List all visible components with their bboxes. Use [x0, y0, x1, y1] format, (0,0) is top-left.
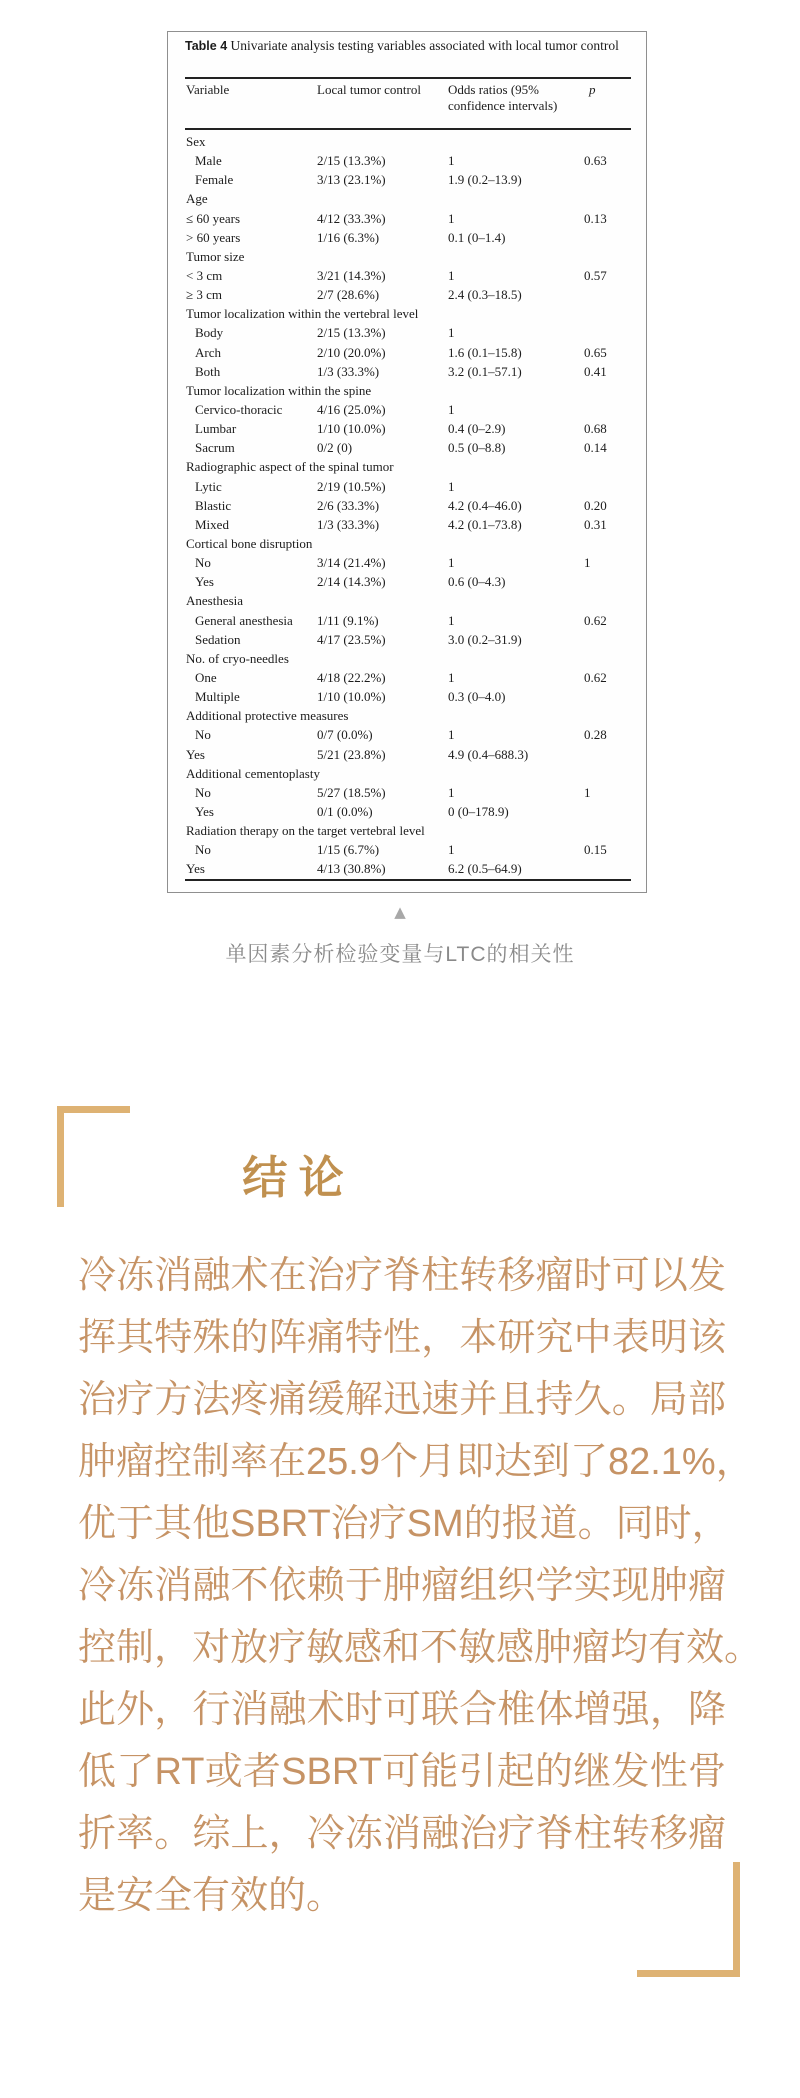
cell-variable: Multiple: [195, 689, 240, 705]
cell-local-tumor-control: 1/3 (33.3%): [317, 516, 380, 532]
table-row: [168, 572, 648, 591]
cell-odds-ratio: 1: [448, 153, 455, 169]
table-row: [168, 764, 648, 783]
paragraph-line: 低了RT或者SBRT可能引起的继发性骨: [78, 1751, 726, 1793]
table-number: Table 4: [185, 39, 228, 53]
cell-variable: Female: [195, 172, 234, 188]
col-local-tumor-control: Local tumor control: [317, 82, 421, 97]
cell-odds-ratio: 1: [448, 478, 455, 494]
cell-p-value: 0.62: [584, 669, 607, 685]
cell-variable: Radiographic aspect of the spinal tumor: [186, 459, 394, 475]
table-row: [168, 687, 648, 706]
table-row: [168, 419, 648, 438]
cell-variable: Male: [195, 153, 222, 169]
cell-variable: Sex: [186, 134, 206, 149]
cell-variable: ≥ 3 cm: [186, 287, 223, 303]
cell-local-tumor-control: 1/3 (33.3%): [317, 363, 380, 379]
table-row: [168, 228, 648, 247]
cell-odds-ratio: 3.2 (0.1–57.1): [448, 363, 522, 379]
cell-local-tumor-control: 4/18 (22.2%): [317, 669, 386, 685]
cell-variable: Tumor size: [186, 248, 245, 264]
cell-variable: Sacrum: [195, 440, 235, 456]
cell-local-tumor-control: 1/10 (10.0%): [317, 421, 386, 437]
cell-variable: Both: [195, 363, 221, 379]
cell-variable: Mixed: [195, 516, 229, 532]
cell-local-tumor-control: 2/10 (20.0%): [317, 344, 386, 360]
cell-local-tumor-control: 1/10 (10.0%): [317, 689, 386, 705]
cell-local-tumor-control: 0/7 (0.0%): [317, 727, 373, 743]
cell-variable: No. of cryo-needles: [186, 650, 289, 666]
cell-variable: Tumor localization within the spine: [186, 382, 372, 398]
paragraph-line: 是安全有效的。: [78, 1875, 345, 1917]
cell-local-tumor-control: 2/7 (28.6%): [317, 287, 380, 303]
table-row: [168, 515, 648, 534]
cell-odds-ratio: 0.3 (0–4.0): [448, 689, 506, 705]
cell-variable: No: [195, 784, 211, 800]
cell-variable: Yes: [195, 803, 214, 819]
cell-odds-ratio: 1.9 (0.2–13.9): [448, 172, 522, 188]
table-row: [168, 381, 648, 400]
cell-variable: Anesthesia: [186, 593, 244, 609]
cell-odds-ratio: 1.6 (0.1–15.8): [448, 344, 522, 360]
conclusion-paragraph: [78, 1245, 763, 1927]
table-row: [168, 783, 648, 802]
cell-local-tumor-control: 4/12 (33.3%): [317, 210, 386, 226]
cell-p-value: 0.20: [584, 497, 607, 513]
cell-local-tumor-control: 3/14 (21.4%): [317, 555, 386, 571]
cell-local-tumor-control: 2/15 (13.3%): [317, 325, 386, 341]
table-row: [168, 553, 648, 572]
cell-p-value: 0.62: [584, 612, 607, 628]
paragraph-line: 肿瘤控制率在25.9个月即达到了82.1%，: [78, 1441, 754, 1483]
cell-p-value: 0.57: [584, 267, 607, 283]
cell-odds-ratio: 1: [448, 267, 455, 283]
table-row: [168, 247, 648, 266]
cell-odds-ratio: 1: [448, 612, 455, 628]
table-row: [168, 285, 648, 304]
table-rule-bottom: [185, 879, 631, 881]
table-row: [168, 209, 648, 228]
cell-odds-ratio: 2.4 (0.3–18.5): [448, 287, 522, 303]
cell-variable: > 60 years: [186, 229, 241, 245]
table-row: [168, 400, 648, 419]
cell-p-value: 0.68: [584, 421, 607, 437]
figure-caption: 单因素分析检验变量与LTC的相关性: [225, 943, 575, 966]
cell-odds-ratio: 1: [448, 784, 455, 800]
paragraph-line: 挥其特殊的阵痛特性，本研究中表明该: [78, 1317, 726, 1359]
table-row: [168, 189, 648, 208]
col-p-value: p: [589, 82, 596, 97]
cell-odds-ratio: 1: [448, 669, 455, 685]
table-row: [168, 859, 648, 878]
cell-odds-ratio: 0.4 (0–2.9): [448, 421, 506, 437]
cell-variable: Blastic: [195, 497, 232, 513]
cell-odds-ratio: 1: [448, 210, 455, 226]
cell-variable: One: [195, 669, 217, 685]
cell-variable: Body: [195, 325, 224, 341]
table-row: [168, 266, 648, 285]
table-row: [168, 343, 648, 362]
cell-variable: Yes: [186, 746, 205, 762]
cell-p-value: 0.41: [584, 363, 607, 379]
table-row: [168, 649, 648, 668]
table-row: [168, 706, 648, 725]
cell-local-tumor-control: 1/15 (6.7%): [317, 842, 380, 858]
cell-variable: Additional cementoplasty: [186, 765, 320, 781]
cell-odds-ratio: 1: [448, 401, 455, 417]
table-rule-header: [185, 128, 631, 130]
cell-local-tumor-control: 1/16 (6.3%): [317, 229, 380, 245]
cell-odds-ratio: 1: [448, 727, 455, 743]
table-title: [185, 37, 631, 55]
table-row: [168, 477, 648, 496]
cell-odds-ratio: 3.0 (0.2–31.9): [448, 631, 522, 647]
table-row: [168, 802, 648, 821]
table-row: [168, 496, 648, 515]
table-row: [168, 611, 648, 630]
table-row: [168, 725, 648, 744]
table-body: [168, 132, 648, 878]
table-row: [168, 438, 648, 457]
conclusion-title: 结 论: [242, 1153, 344, 1203]
cell-odds-ratio: 1: [448, 842, 455, 858]
cell-variable: General anesthesia: [195, 612, 293, 628]
cell-variable: Tumor localization within the vertebral level: [186, 306, 419, 322]
cell-local-tumor-control: 4/16 (25.0%): [317, 401, 386, 417]
cell-p-value: 0.13: [584, 210, 607, 226]
paragraph-line: 此外，行消融术时可联合椎体增强，降: [78, 1689, 726, 1731]
cell-p-value: 1: [584, 784, 591, 800]
cell-odds-ratio: 6.2 (0.5–64.9): [448, 861, 522, 877]
cell-odds-ratio: 0 (0–178.9): [448, 803, 509, 819]
cell-local-tumor-control: 4/13 (30.8%): [317, 861, 386, 877]
cell-odds-ratio: 4.2 (0.1–73.8): [448, 516, 522, 532]
table-row: [168, 630, 648, 649]
cell-variable: < 3 cm: [186, 267, 223, 283]
cell-local-tumor-control: 5/21 (23.8%): [317, 746, 386, 762]
cell-variable: ≤ 60 years: [186, 210, 241, 226]
cell-variable: Radiation therapy on the target vertebral level: [186, 823, 425, 839]
table-row: [168, 457, 648, 476]
table-row: [168, 591, 648, 610]
cell-variable: Arch: [195, 344, 221, 360]
col-variable: Variable: [186, 82, 230, 97]
cell-p-value: 1: [584, 555, 591, 571]
table-rule-top: [185, 77, 631, 79]
col-odds-ratios: Odds ratios (95% confidence intervals): [448, 82, 558, 113]
cell-local-tumor-control: 0/1 (0.0%): [317, 803, 373, 819]
paragraph-line: 冷冻消融不依赖于肿瘤组织学实现肿瘤: [78, 1565, 726, 1607]
cell-variable: Sedation: [195, 631, 241, 647]
table-row: [168, 668, 648, 687]
table-row: [168, 132, 648, 151]
corner-bracket-bottom-right: [637, 1862, 740, 1977]
cell-local-tumor-control: 3/13 (23.1%): [317, 172, 386, 188]
cell-variable: Lumbar: [195, 421, 237, 437]
table-row: [168, 821, 648, 840]
cell-p-value: 0.65: [584, 344, 607, 360]
table-row: [168, 323, 648, 342]
cell-variable: No: [195, 727, 211, 743]
table-row: [168, 304, 648, 323]
cell-local-tumor-control: 4/17 (23.5%): [317, 631, 386, 647]
cell-variable: No: [195, 555, 211, 571]
paragraph-line: 折率。综上，冷冻消融治疗脊柱转移瘤: [78, 1813, 726, 1855]
cell-local-tumor-control: 2/6 (33.3%): [317, 497, 380, 513]
cell-p-value: 0.28: [584, 727, 607, 743]
collapse-triangle-icon: ▲: [394, 903, 406, 921]
table-row: [168, 745, 648, 764]
table-row: [168, 151, 648, 170]
cell-local-tumor-control: 3/21 (14.3%): [317, 267, 386, 283]
cell-variable: Cervico-thoracic: [195, 401, 283, 417]
cell-odds-ratio: 4.9 (0.4–688.3): [448, 746, 529, 762]
cell-odds-ratio: 0.6 (0–4.3): [448, 574, 506, 590]
paragraph-line: 治疗方法疼痛缓解迅速并且持久。局部: [78, 1379, 726, 1421]
cell-variable: Age: [186, 191, 208, 207]
cell-odds-ratio: 0.5 (0–8.8): [448, 440, 506, 456]
cell-odds-ratio: 1: [448, 555, 455, 571]
table-title-text: Univariate analysis testing variables associated with local tumor control: [230, 38, 619, 53]
cell-p-value: 0.63: [584, 153, 607, 169]
cell-variable: Yes: [186, 861, 205, 877]
table-row: [168, 170, 648, 189]
cell-variable: Yes: [195, 574, 214, 590]
cell-local-tumor-control: 2/15 (13.3%): [317, 153, 386, 169]
table-row: [168, 362, 648, 381]
cell-odds-ratio: 4.2 (0.4–46.0): [448, 497, 522, 513]
cell-p-value: 0.15: [584, 842, 607, 858]
cell-local-tumor-control: 5/27 (18.5%): [317, 784, 386, 800]
cell-odds-ratio: 0.1 (0–1.4): [448, 229, 506, 245]
table4-figure[interactable]: [167, 31, 647, 893]
paragraph-line: 冷冻消融术在治疗脊柱转移瘤时可以发: [78, 1255, 726, 1297]
cell-variable: Cortical bone disruption: [186, 535, 313, 551]
cell-variable: Additional protective measures: [186, 708, 349, 724]
cell-variable: No: [195, 842, 211, 858]
cell-p-value: 0.31: [584, 516, 607, 532]
cell-odds-ratio: 1: [448, 325, 455, 341]
paragraph-line: 控制，对放疗敏感和不敏感肿瘤均有效。: [78, 1627, 763, 1669]
cell-local-tumor-control: 0/2 (0): [317, 440, 353, 456]
paragraph-line: 优于其他SBRT治疗SM的报道。同时，: [78, 1503, 730, 1545]
cell-local-tumor-control: 2/14 (14.3%): [317, 574, 386, 590]
cell-local-tumor-control: 1/11 (9.1%): [317, 612, 379, 628]
cell-p-value: 0.14: [584, 440, 607, 456]
cell-local-tumor-control: 2/19 (10.5%): [317, 478, 386, 494]
table-row: [168, 534, 648, 553]
table-row: [168, 840, 648, 859]
cell-variable: Lytic: [195, 478, 222, 494]
